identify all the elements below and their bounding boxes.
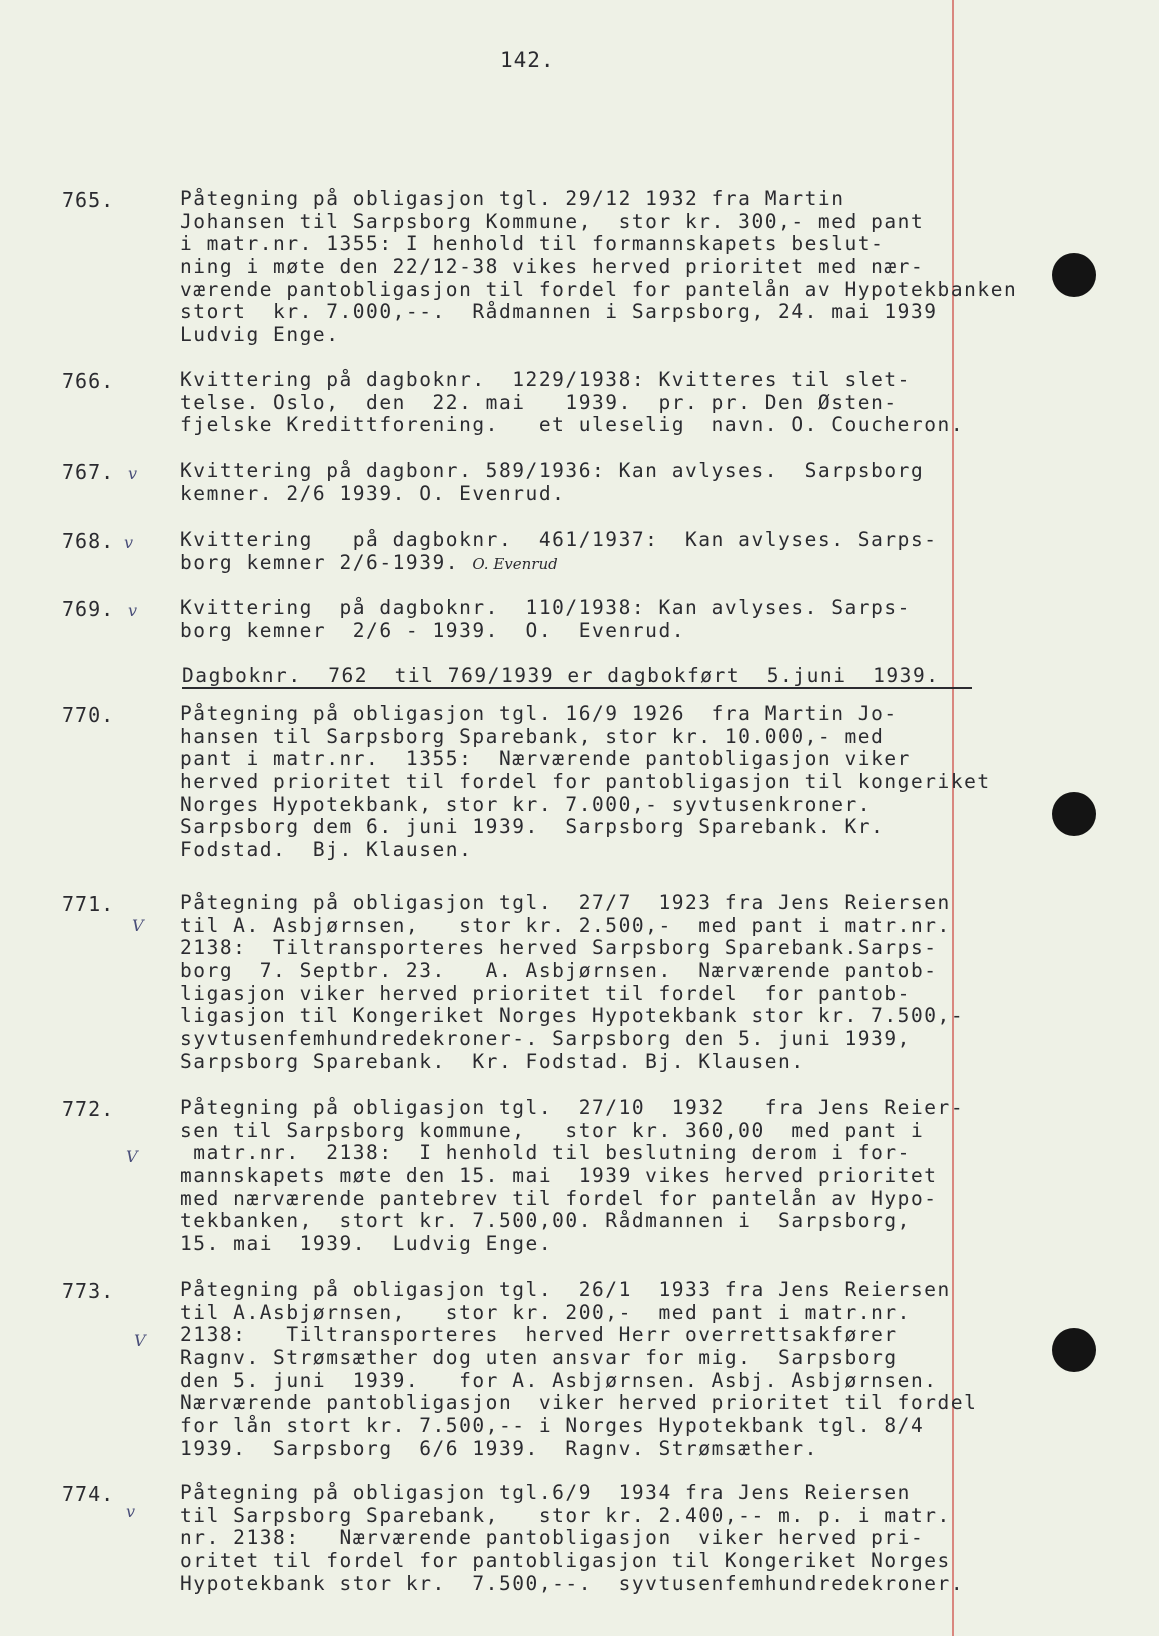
check-mark: V xyxy=(132,916,144,935)
text-line: 2138: Tiltransporteres herved Sarpsborg Sparebank.Sarps- xyxy=(180,936,938,960)
text-line: Påtegning på obligasjon tgl. 29/12 1932 fra Martin xyxy=(180,187,845,210)
text-line: mannskapets møte den 15. mai 1939 vikes herved prioritet xyxy=(180,1164,938,1188)
text-line: den 5. juni 1939. for A. Asbjørnsen. Asbj. Asbjørnsen. xyxy=(180,1368,938,1392)
entry-number: 771. xyxy=(62,892,115,916)
text-line: til Sarpsborg Sparebank, stor kr. 2.400,-- m. p. i matr. xyxy=(180,1503,951,1527)
text-line: syvtusenfemhundredekroner-. Sarpsborg den 5. juni 1939, xyxy=(180,1027,911,1051)
check-mark: v xyxy=(128,464,138,483)
punch-hole-middle xyxy=(1052,792,1096,836)
check-mark: v xyxy=(128,601,138,620)
text-line: Sarpsborg Sparebank. Kr. Fodstad. Bj. Klausen. xyxy=(180,1049,805,1073)
text-line: Kvittering på dagboknr. 461/1937: Kan avlyses. Sarps- xyxy=(180,528,938,551)
text-line: Johansen til Sarpsborg Kommune, stor kr. 300,- med pant xyxy=(180,209,925,233)
text-line: Nærværende pantobligasjon viker herved prioritet til fordel xyxy=(180,1391,978,1415)
text-line: Påtegning på obligasjon tgl. 16/9 1926 fra Martin Jo- xyxy=(180,702,898,725)
text-line: 1939. Sarpsborg 6/6 1939. Ragnv. Strømsæther. xyxy=(180,1436,818,1460)
entry-number: 770. xyxy=(62,703,115,727)
text-line: Påtegning på obligasjon tgl.6/9 1934 fra Jens Reiersen xyxy=(180,1481,911,1504)
text-line: stort kr. 7.000,--. Rådmannen i Sarpsborg, 24. mai 1939 xyxy=(180,300,938,324)
handwritten-signature: O. Evenrud xyxy=(472,554,558,573)
text-line: Kvittering på dagboknr. 1229/1938: Kvitteres til slet- xyxy=(180,368,911,391)
text-line: Påtegning på obligasjon tgl. 27/7 1923 fra Jens Reiersen xyxy=(180,891,951,914)
entry-number: 772. xyxy=(62,1097,115,1121)
text-line: pant i matr.nr. 1355: Nærværende pantobligasjon viker xyxy=(180,747,911,771)
text-line: oritet til fordel for pantobligasjon til Kongeriket Norges xyxy=(180,1549,951,1573)
text-line: hansen til Sarpsborg Sparebank, stor kr. 10.000,- med xyxy=(180,724,885,748)
entry-text xyxy=(180,188,1017,347)
entry-number: 769. xyxy=(62,597,115,621)
text-line: ning i møte den 22/12-38 vikes herved prioritet med nær- xyxy=(180,255,925,279)
entry-text xyxy=(180,1482,964,1595)
check-mark: v xyxy=(126,1502,136,1521)
text-line: Ludvig Enge. xyxy=(180,323,340,347)
text-line: ligasjon viker herved prioritet til fordel for pantob- xyxy=(180,981,911,1005)
entry-text xyxy=(180,1097,964,1256)
text-segment: borg kemner 2/6-1939. xyxy=(180,550,460,574)
entry-text xyxy=(180,892,964,1074)
text-line: Ragnv. Strømsæther dog uten ansvar for mig. Sarpsborg xyxy=(180,1346,898,1370)
text-line: nr. 2138: Nærværende pantobligasjon viker herved pri- xyxy=(180,1526,925,1550)
text-line: Hypotekbank stor kr. 7.500,--. syvtusenfemhundredekroner. xyxy=(180,1571,965,1595)
punch-hole-bottom xyxy=(1052,1328,1096,1372)
text-line: værende pantobligasjon til fordel for pantelån av Hypotekbanken xyxy=(180,277,1018,301)
text-line: Påtegning på obligasjon tgl. 26/1 1933 fra Jens Reiersen xyxy=(180,1278,951,1301)
text-line: herved prioritet til fordel for pantobligasjon til kongeriket xyxy=(180,770,991,794)
entry-number: 768. xyxy=(62,529,115,553)
text-line: fjelske Kredittforening. et uleselig navn. O. Coucheron. xyxy=(180,413,965,437)
text-line: 2138: Tiltransporteres herved Herr overrettsakfører xyxy=(180,1323,898,1347)
punch-hole-top xyxy=(1052,253,1096,297)
text-line: Fodstad. Bj. Klausen. xyxy=(180,838,473,862)
text-line: for lån stort kr. 7.500,-- i Norges Hypotekbank tgl. 8/4 xyxy=(180,1414,925,1438)
entry-text xyxy=(180,460,924,505)
text-line: sen til Sarpsborg kommune, stor kr. 360,00 med pant i xyxy=(180,1118,925,1142)
entry-number: 766. xyxy=(62,369,115,393)
text-line: kemner. 2/6 1939. O. Evenrud. xyxy=(180,481,566,505)
check-mark: V xyxy=(134,1331,146,1350)
entry-number: 767. xyxy=(62,460,115,484)
entry-text xyxy=(180,369,964,437)
text-line: Sarpsborg dem 6. juni 1939. Sarpsborg Sparebank. Kr. xyxy=(180,815,885,839)
check-mark: v xyxy=(124,533,134,552)
text-line: 15. mai 1939. Ludvig Enge. xyxy=(180,1232,553,1256)
entry-text xyxy=(180,529,938,574)
text-line: Påtegning på obligasjon tgl. 27/10 1932 fra Jens Reier- xyxy=(180,1096,965,1119)
text-line: Kvittering på dagboknr. 110/1938: Kan avlyses. Sarps- xyxy=(180,596,911,619)
text-line: i matr.nr. 1355: I henhold til formannskapets beslut- xyxy=(180,232,885,256)
text-line: til A.Asbjørnsen, stor kr. 200,- med pant i matr.nr. xyxy=(180,1300,911,1324)
text-line: Norges Hypotekbank, stor kr. 7.000,- syvtusenkroner. xyxy=(180,792,872,816)
text-line: borg 7. Septbr. 23. A. Asbjørnsen. Nærværende pantob- xyxy=(180,959,938,983)
text-line: Kvittering på dagbonr. 589/1936: Kan avlyses. Sarpsborg xyxy=(180,459,925,482)
text-line: ligasjon til Kongeriket Norges Hypotekbank stor kr. 7.500,- xyxy=(180,1004,965,1028)
text-line: med nærværende pantebrev til fordel for pantelån av Hypo- xyxy=(180,1186,938,1210)
entry-text xyxy=(180,1279,977,1461)
text-line: tekbanken, stort kr. 7.500,00. Rådmannen i Sarpsborg, xyxy=(180,1209,911,1233)
entry-number: 765. xyxy=(62,188,115,212)
text-line xyxy=(180,552,938,575)
text-line: til A. Asbjørnsen, stor kr. 2.500,- med pant i matr.nr. xyxy=(180,913,951,937)
entry-number: 773. xyxy=(62,1279,115,1303)
journal-summary: Dagboknr. 762 til 769/1939 er dagbokført 5.juni 1939. xyxy=(182,665,972,689)
entry-text xyxy=(180,597,911,642)
entry-text xyxy=(180,703,991,862)
text-line: borg kemner 2/6 - 1939. O. Evenrud. xyxy=(180,618,686,642)
entry-number: 774. xyxy=(62,1482,115,1506)
text-line: telse. Oslo, den 22. mai 1939. pr. pr. Den Østen- xyxy=(180,390,898,414)
check-mark: V xyxy=(126,1147,138,1166)
text-line: matr.nr. 2138: I henhold til beslutning derom i for- xyxy=(180,1141,911,1165)
page-number: 142. xyxy=(500,48,555,72)
